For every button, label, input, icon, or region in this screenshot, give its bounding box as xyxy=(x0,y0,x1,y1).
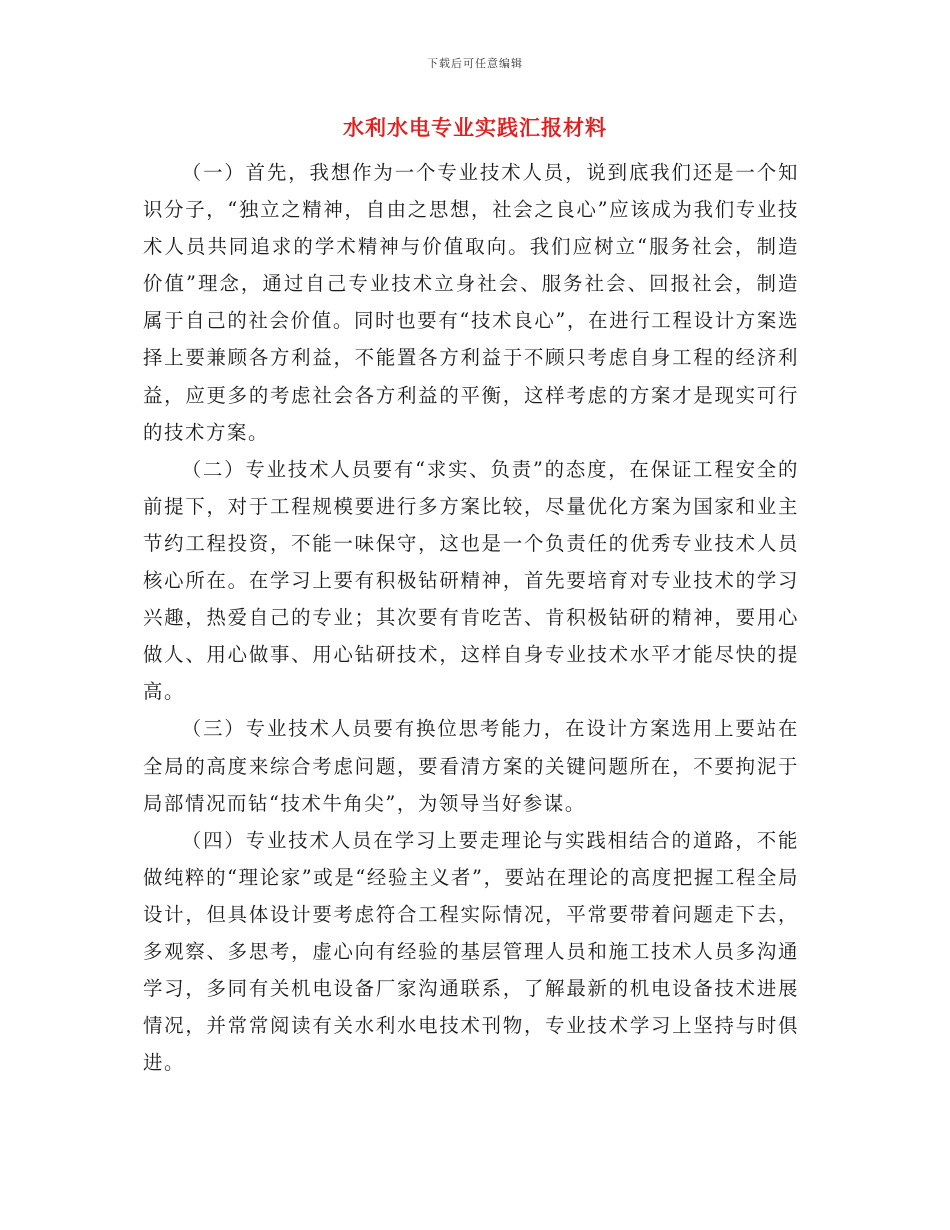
document-body xyxy=(143,154,799,1081)
document-title: 水利水电专业实践汇报材料 xyxy=(343,115,607,140)
paragraph-1: （一）首先，我想作为一个专业技术人员，说到底我们还是一个知识分子，“独立之精神，自由之思想，社会之良心”应该成为我们专业技术人员共同追求的学术精神与价值取向。我们应树立“服务社会，制造价值”理念，通过自己专业技术立身社会、服务社会、回报社会，制造属于自己的社会价值。同时也要有“技术良心”，在进行工程设计方案选择上要兼顾各方利益，不能置各方利益于不顾只考虑自身工程的经济利益，应更多的考虑社会各方利益的平衡，这样考虑的方案才是现实可行的技术方案。 xyxy=(143,161,799,444)
page-header-note: 下载后可任意编辑 xyxy=(427,57,523,70)
paragraph-2: （二）专业技术人员要有“求实、负责”的态度，在保证工程安全的前提下，对于工程规模要进行多方案比较，尽量优化方案为国家和业主节约工程投资，不能一味保守，这也是一个负责任的优秀专业技术人员核心所在。在学习上要有积极钻研精神，首先要培育对专业技术的学习兴趣，热爱自己的专业；其次要有肯吃苦、肯积极钻研的精神，要用心做人、用心做事、用心钻研技术，这样自身专业技术水平才能尽快的提高。 xyxy=(143,457,799,704)
paragraph-3: （三）专业技术人员要有换位思考能力，在设计方案选用上要站在全局的高度来综合考虑问题，要看清方案的关键问题所在，不要拘泥于局部情况而钻“技术牛角尖”，为领导当好参谋。 xyxy=(143,717,799,815)
paragraph-4: （四）专业技术人员在学习上要走理论与实践相结合的道路，不能做纯粹的“理论家”或是“经验主义者”，要站在理论的高度把握工程全局设计，但具体设计要考虑符合工程实际情况，平常要带着问题走下去，多观察、多思考，虚心向有经验的基层管理人员和施工技术人员多沟通学习，多同有关机电设备厂家沟通联系，了解最新的机电设备技术进展情况，并常常阅读有关水利水电技术刊物，专业技术学习上坚持与时俱进。 xyxy=(143,828,799,1075)
